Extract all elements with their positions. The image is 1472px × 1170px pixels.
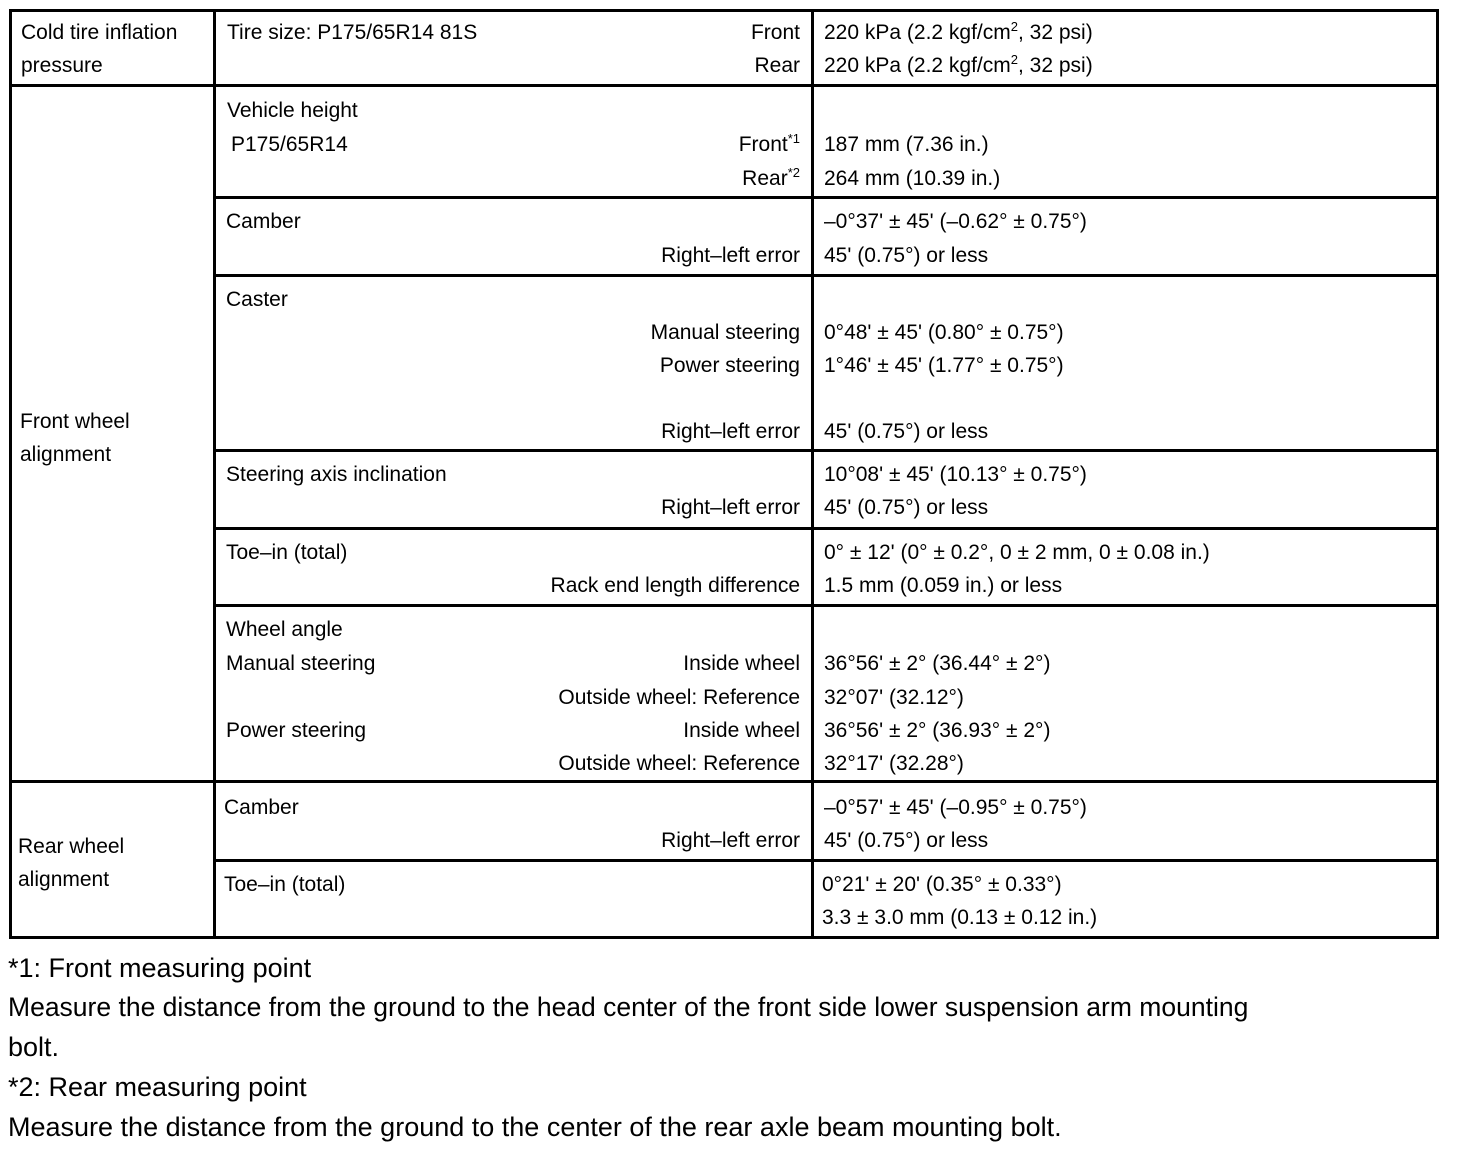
cold-tire-label-line2: pressure (21, 54, 103, 77)
rear-camber-error-value: 45' (0.75°) or less (824, 829, 989, 852)
sai-title: Steering axis inclination (226, 463, 447, 486)
front-toe-value: 0° ± 12' (0° ± 0.2°, 0 ± 2 mm, 0 ± 0.08 in.) (824, 541, 1210, 564)
manual-outside-value: 32°07' (32.12°) (824, 686, 964, 709)
footnote-2-text: Measure the distance from the ground to the center of the rear axle beam mounting bolt. (8, 1112, 1062, 1142)
front-toe-title: Toe–in (total) (226, 541, 348, 564)
caster-power-label: Power steering (659, 354, 800, 377)
row-divider-sai (213, 527, 1439, 530)
footnote-1-text-line2: bolt. (8, 1032, 60, 1062)
vehicle-height-size: P175/65R14 (231, 133, 348, 156)
rear-camber-title: Camber (224, 796, 299, 819)
tire-size-title: Tire size: P175/65R14 81S (227, 21, 478, 44)
tire-front-pressure: 220 kPa (2.2 kgf/$cm^2$, 32 psi) (824, 19, 1093, 44)
vehicle-height-front-value: 187 mm (7.36 in.) (824, 133, 989, 156)
rear-alignment-label-line2: alignment (18, 868, 110, 891)
row-divider-camber (213, 274, 1439, 277)
rack-diff-value: 1.5 mm (0.059 in.) or less (824, 574, 1063, 597)
row-divider-front-rear (9, 780, 1439, 783)
front-camber-value: –0°37' ± 45' (–0.62° ± 0.75°) (824, 210, 1087, 233)
caster-error-label: Right–left error (661, 420, 800, 443)
tire-rear-pressure: 220 kPa (2.2 kgf/$cm^2$, 32 psi) (824, 52, 1093, 77)
row-divider-toe (213, 604, 1439, 607)
wheel-angle-title: Wheel angle (226, 618, 343, 641)
power-outside-value: 32°17' (32.28°) (824, 752, 964, 775)
wheel-angle-power-label: Power steering (226, 719, 367, 742)
power-outside-label: Outside wheel: Reference (558, 752, 800, 775)
rack-diff-label: Rack end length difference (550, 574, 800, 597)
front-alignment-label-line1: Front wheel (20, 410, 130, 433)
front-camber-error-label: Right–left error (661, 244, 800, 267)
footnote-1-title: *1: Front measuring point (8, 953, 312, 983)
front-camber-title: Camber (226, 210, 301, 233)
sai-error-label: Right–left error (661, 496, 800, 519)
row-divider-tire (9, 84, 1439, 87)
cold-tire-label-line1: Cold tire inflation (21, 21, 178, 44)
caster-manual-label: Manual steering (650, 321, 800, 344)
caster-error-value: 45' (0.75°) or less (824, 420, 989, 443)
manual-inside-value: 36°56' ± 2° (36.44° ± 2°) (824, 652, 1051, 675)
row-divider-height (213, 196, 1439, 199)
sai-value: 10°08' ± 45' (10.13° ± 0.75°) (824, 463, 1087, 486)
power-inside-value: 36°56' ± 2° (36.93° ± 2°) (824, 719, 1051, 742)
power-inside-label: Inside wheel (683, 719, 800, 742)
col-divider-1 (213, 9, 216, 939)
caster-manual-value: 0°48' ± 45' (0.80° ± 0.75°) (824, 321, 1064, 344)
vehicle-height-title: Vehicle height (227, 99, 358, 122)
rear-camber-value: –0°57' ± 45' (–0.95° ± 0.75°) (824, 796, 1087, 819)
tire-front-label: Front (750, 21, 800, 44)
footnote-1-text-line1: Measure the distance from the ground to the head center of the front side lower suspension arm mounting (8, 992, 1249, 1022)
vehicle-height-rear-label: Rear$^{*2}$ (742, 165, 800, 190)
rear-camber-error-label: Right–left error (661, 829, 800, 852)
front-alignment-label-line2: alignment (20, 443, 112, 466)
col-divider-2 (811, 9, 814, 939)
rear-alignment-label-line1: Rear wheel (18, 835, 125, 858)
manual-outside-label: Outside wheel: Reference (558, 686, 800, 709)
vehicle-height-front-label: Front$^{*1}$ (738, 131, 800, 156)
manual-inside-label: Inside wheel (683, 652, 800, 675)
footnote-2-title: *2: Rear measuring point (8, 1072, 307, 1102)
caster-power-value: 1°46' ± 45' (1.77° ± 0.75°) (824, 354, 1064, 377)
tire-rear-label: Rear (754, 54, 800, 77)
rear-toe-value-distance: 3.3 ± 3.0 mm (0.13 ± 0.12 in.) (822, 906, 1098, 929)
row-divider-rear-camber (213, 859, 1439, 862)
rear-toe-value-angle: 0°21' ± 20' (0.35° ± 0.33°) (822, 873, 1062, 896)
row-divider-caster (213, 449, 1439, 452)
sai-error-value: 45' (0.75°) or less (824, 496, 989, 519)
vehicle-height-rear-value: 264 mm (10.39 in.) (824, 167, 1001, 190)
rear-toe-title: Toe–in (total) (224, 873, 346, 896)
wheel-angle-manual-label: Manual steering (226, 652, 376, 675)
front-camber-error-value: 45' (0.75°) or less (824, 244, 989, 267)
caster-title: Caster (226, 288, 288, 311)
